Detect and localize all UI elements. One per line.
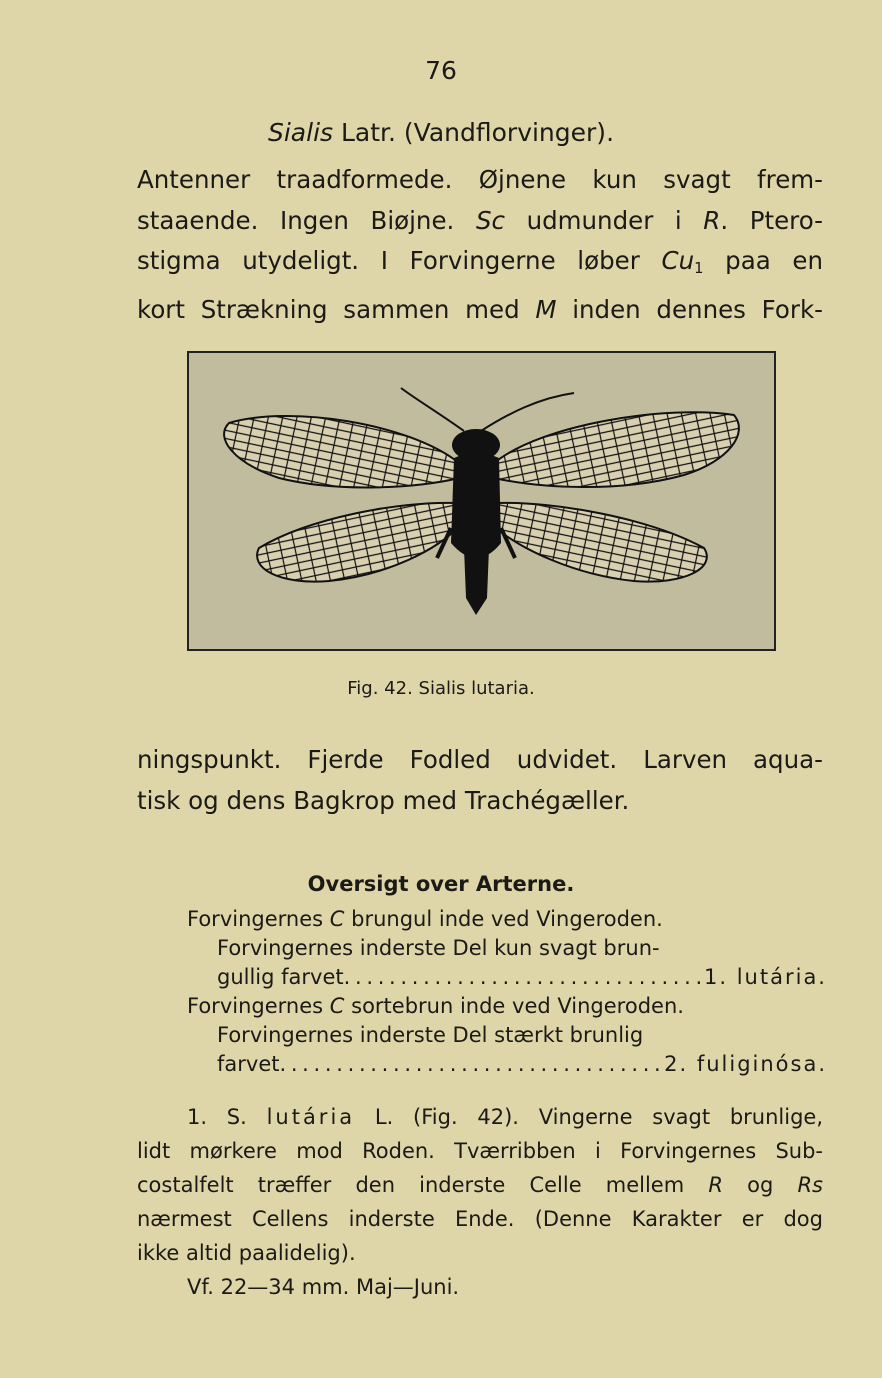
antenna-left (401, 388, 464, 431)
species-key (187, 905, 827, 1079)
text-line: nærmest Cellens inderste Ende. (Denne Karakter er dog (137, 1207, 823, 1231)
continued-paragraph (137, 740, 823, 821)
section-heading (0, 118, 882, 147)
species-description (137, 1100, 823, 1304)
heading-rest: Latr. (Vandflorvinger). (341, 118, 615, 147)
text-line: stigma utydeligt. I Forvingerne løber $Cu_1$ paa en (137, 246, 824, 277)
text-line: kort Strækning sammen med M inden dennes Fork- (137, 294, 823, 324)
text-line: costalfelt træffer den inderste Celle mellem R og Rs (137, 1173, 823, 1197)
page-number: 76 (425, 56, 457, 85)
text-line: Antenner traadformede. Øjnene kun svagt frem- (137, 165, 823, 194)
key-line: Forvingernes C brungul inde ved Vingeroden. (187, 907, 663, 931)
text-line: staaende. Ingen Biøjne. Sc udmunder i R. Ptero- (137, 205, 823, 235)
insect-thorax (451, 453, 501, 558)
key-line-fuliginosa: farvet . . . 2. fuliginósa. (187, 1050, 827, 1079)
hindwing-left-veins (257, 503, 457, 582)
text-line: 1. S. lutária L. (Fig. 42). Vingerne svagt brunlige, (187, 1105, 823, 1129)
text-line: ningspunkt. Fjerde Fodled udvidet. Larven aqua- (137, 745, 823, 774)
intro-paragraph (137, 160, 823, 330)
text-line: tisk og dens Bagkrop med Trachégæller. (137, 785, 630, 815)
text-line: lidt mørkere mod Roden. Tværribben i Forvingernes Sub- (137, 1139, 823, 1163)
key-line: Forvingernes C sortebrun inde ved Vingeroden. (187, 994, 684, 1018)
insect-abdomen (464, 548, 489, 615)
text-line: ikke altid paalidelig). (137, 1241, 356, 1265)
forewing-left-veins (224, 416, 459, 487)
key-line: Forvingernes inderste Del kun svagt brun- (217, 936, 660, 960)
genus-name: Sialis (267, 118, 334, 147)
figure-sialis-lutaria (187, 351, 776, 651)
hindwing-right-veins (496, 503, 707, 582)
insect-illustration (189, 353, 774, 649)
figure-caption: Fig. 42. Sialis lutaria. (347, 678, 535, 699)
text-line: Vf. 22—34 mm. Maj—Juni. (187, 1275, 460, 1299)
antenna-right (481, 393, 574, 431)
key-heading: Oversigt over Arterne. (307, 872, 575, 896)
forewing-right-veins (494, 412, 739, 487)
key-line: Forvingernes inderste Del stærkt brunlig (217, 1023, 644, 1047)
key-line-lutaria: gullig farvet . . . 1. lutária. (187, 963, 827, 992)
